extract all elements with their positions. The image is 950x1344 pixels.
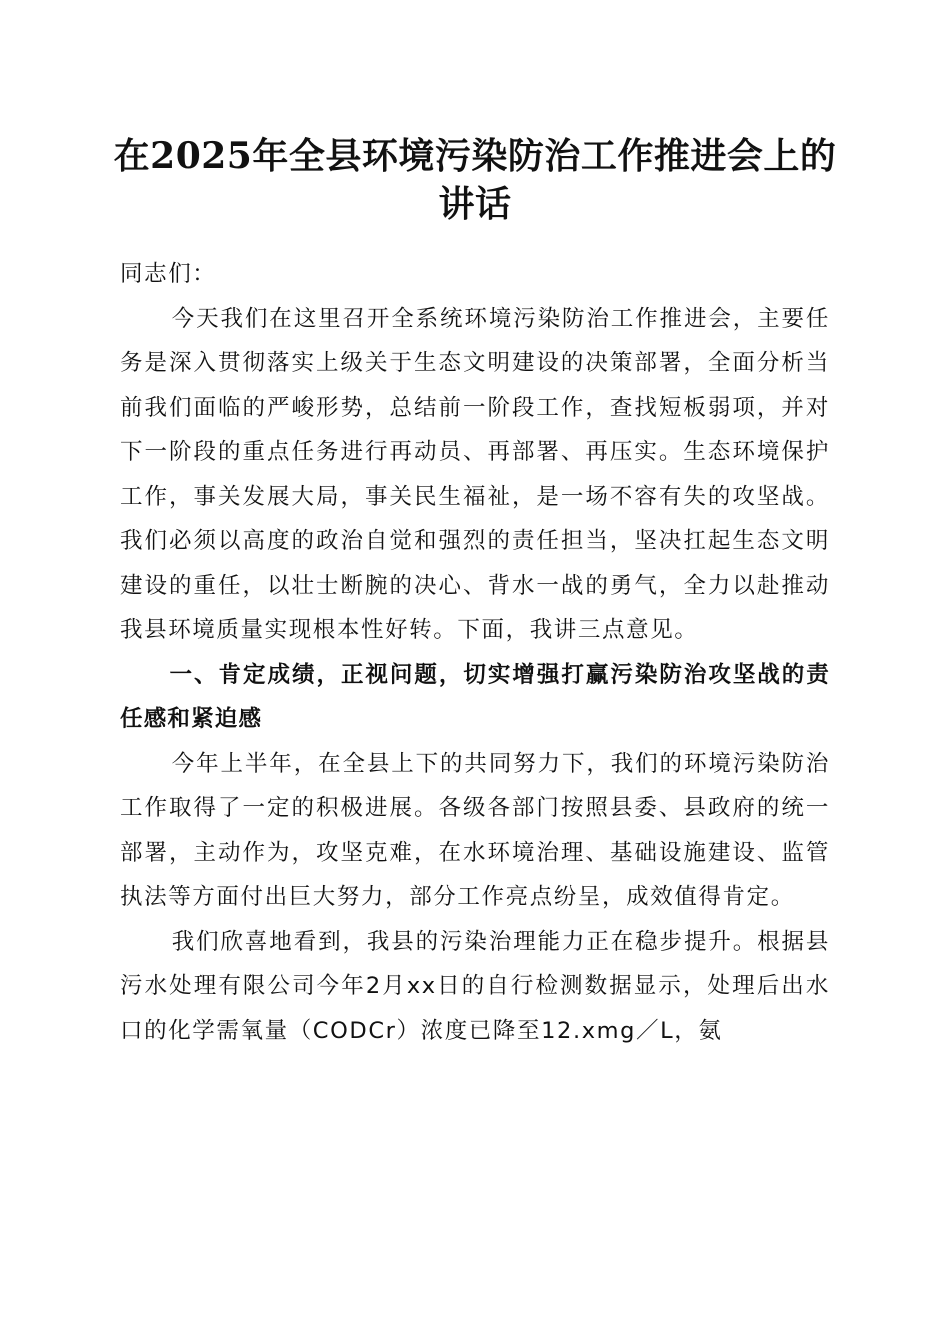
section-1-heading: 一、肯定成绩，正视问题，切实增强打赢污染防治攻坚战的责任感和紧迫感 (120, 661, 830, 732)
opening-paragraph: 今天我们在这里召开全系统环境污染防治工作推进会，主要任务是深入贯彻落实上级关于生态文明建设的决策部署，全面分析当前我们面临的严峻形势，总结前一阶段工作，查找短板弱项，并对下一阶段的重点任务进行再动员、再部署、再压实。生态环境保护工作，事关发展大局，事关民生福祉，是一场不容有失的攻坚战。我们必须以高度的政治自觉和强烈的责任担当，坚决扛起生态文明建设的重任，以壮士断腕的决心、背水一战的勇气，全力以赴推动我县环境质量实现根本性好转。下面，我讲三点意见。 (120, 305, 830, 643)
title-line-2: 讲话 (438, 183, 512, 225)
document-title (80, 132, 870, 228)
section-1-paragraph-2: 我们欣喜地看到，我县的污染治理能力正在稳步提升。根据县污水处理有限公司今年2月xx日的自行检测数据显示，处理后出水口的化学需氧量（CODCr）浓度已降至12.xmg／L，氨 (120, 928, 830, 1044)
document-body (120, 252, 830, 1053)
title-line-1: 在2025年全县环境污染防治工作推进会上的 (113, 135, 837, 177)
salutation: 同志们： (120, 261, 217, 287)
section-1-paragraph-1: 今年上半年，在全县上下的共同努力下，我们的环境污染防治工作取得了一定的积极进展。各级各部门按照县委、县政府的统一部署，主动作为，攻坚克难，在水环境治理、基础设施建设、监管执法等方面付出巨大努力，部分工作亮点纷呈，成效值得肯定。 (120, 750, 830, 910)
